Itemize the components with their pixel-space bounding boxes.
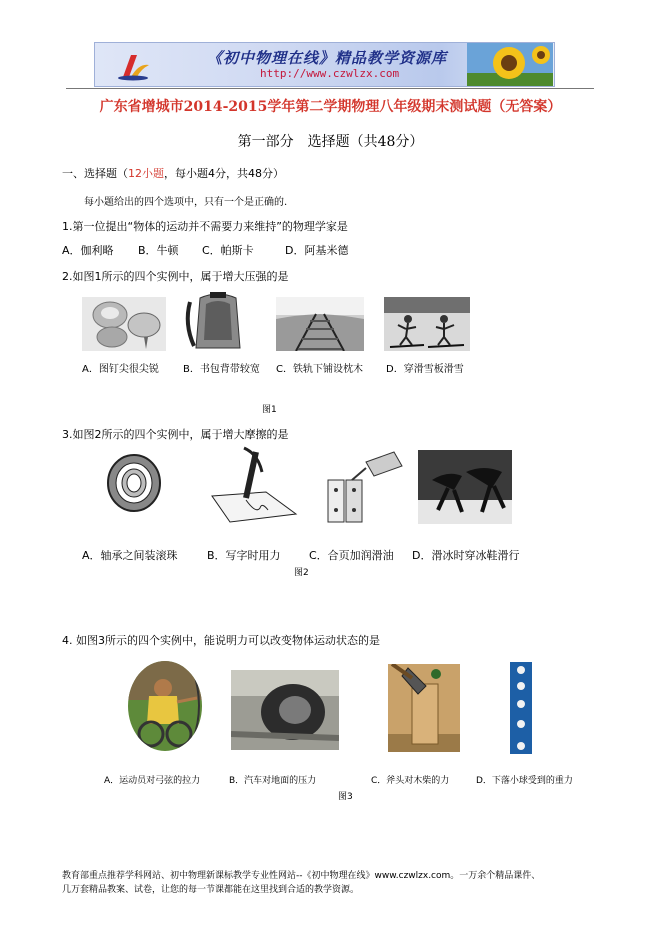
thumbtack-image xyxy=(82,297,166,351)
part-title: 第一部分 选择题（共48分） xyxy=(237,134,424,150)
q4-caption-d: D．下落小球受到的重力 xyxy=(476,776,573,786)
falling-ball-image xyxy=(510,662,532,754)
sunflower-icon xyxy=(467,43,553,86)
question-count: 12小题 xyxy=(128,167,164,180)
figure-3-label: 图3 xyxy=(338,792,353,802)
header-banner xyxy=(94,42,555,87)
q3-caption-c: C．合页加润滑油 xyxy=(309,549,394,562)
q3-caption-b: B．写字时用力 xyxy=(207,549,281,562)
banner-url[interactable]: http://www.czwlzx.com xyxy=(260,67,400,80)
q2-text: 2.如图1所示的四个实例中，属于增大压强的是 xyxy=(62,270,289,283)
q1-text: 1.第一位提出“物体的运动并不需要力来维持”的物理学家是 xyxy=(62,220,348,233)
q2-caption-a: A．图钉尖很尖锐 xyxy=(82,364,159,375)
banner-title: 《初中物理在线》精品教学资源库 xyxy=(207,49,448,67)
backpack-image xyxy=(180,290,256,354)
hinge-oil-image xyxy=(308,446,406,528)
q2-caption-b: B．书包背带较宽 xyxy=(183,364,260,375)
q3-text: 3.如图2所示的四个实例中，属于增大摩擦的是 xyxy=(62,428,289,441)
q2-caption-d: D．穿滑雪板滑雪 xyxy=(386,364,464,375)
q2-caption-c: C．铁轨下铺设枕木 xyxy=(276,364,363,375)
figure-1-label: 图1 xyxy=(262,405,277,415)
skiing-image xyxy=(384,297,470,351)
q4-caption-a: A．运动员对弓弦的拉力 xyxy=(104,776,201,786)
car-tire-image xyxy=(231,670,339,750)
q1-option-b[interactable]: B．牛顿 xyxy=(138,244,179,257)
axe-wood-image xyxy=(388,664,460,752)
document-title: 广东省增城市2014-2015学年第二学期物理八年级期末测试题（无答案） xyxy=(99,99,562,115)
q4-text: 4. 如图3所示的四个实例中，能说明力可以改变物体运动状态的是 xyxy=(62,634,380,647)
writing-image xyxy=(204,444,302,526)
skating-image xyxy=(418,450,512,524)
page-footer xyxy=(62,869,602,897)
header-divider xyxy=(66,88,594,89)
q3-caption-d: D．滑冰时穿冰鞋滑行 xyxy=(412,549,520,562)
footer-line-1: 教育部重点推荐学科网站、初中物理新课标教学专业性网站--《初中物理在线》www.czwlzx.com。一万余个精品课件、 xyxy=(62,871,541,881)
q1-option-a[interactable]: A．伽利略 xyxy=(62,244,114,257)
q4-caption-c: C．斧头对木柴的力 xyxy=(371,776,450,786)
q1-option-d[interactable]: D．阿基米德 xyxy=(285,244,349,257)
q4-caption-b: B．汽车对地面的压力 xyxy=(229,776,317,786)
figure-2-label: 图2 xyxy=(294,568,309,578)
section-header: 一、选择题（12小题，每小题4分，共48分） xyxy=(62,167,284,180)
railway-image xyxy=(276,297,364,351)
site-logo-icon xyxy=(117,49,151,81)
q1-option-c[interactable]: C．帕斯卡 xyxy=(202,244,254,257)
footer-line-2: 几万套精品教案、试卷，让您的每一节课都能在这里找到合适的教学资源。 xyxy=(62,885,360,895)
q3-caption-a: A．轴承之间装滚珠 xyxy=(82,549,178,562)
bearing-image xyxy=(104,452,162,514)
section-instruction: 每小题给出的四个选项中，只有一个是正确的. xyxy=(84,197,288,208)
archer-image xyxy=(127,660,203,752)
